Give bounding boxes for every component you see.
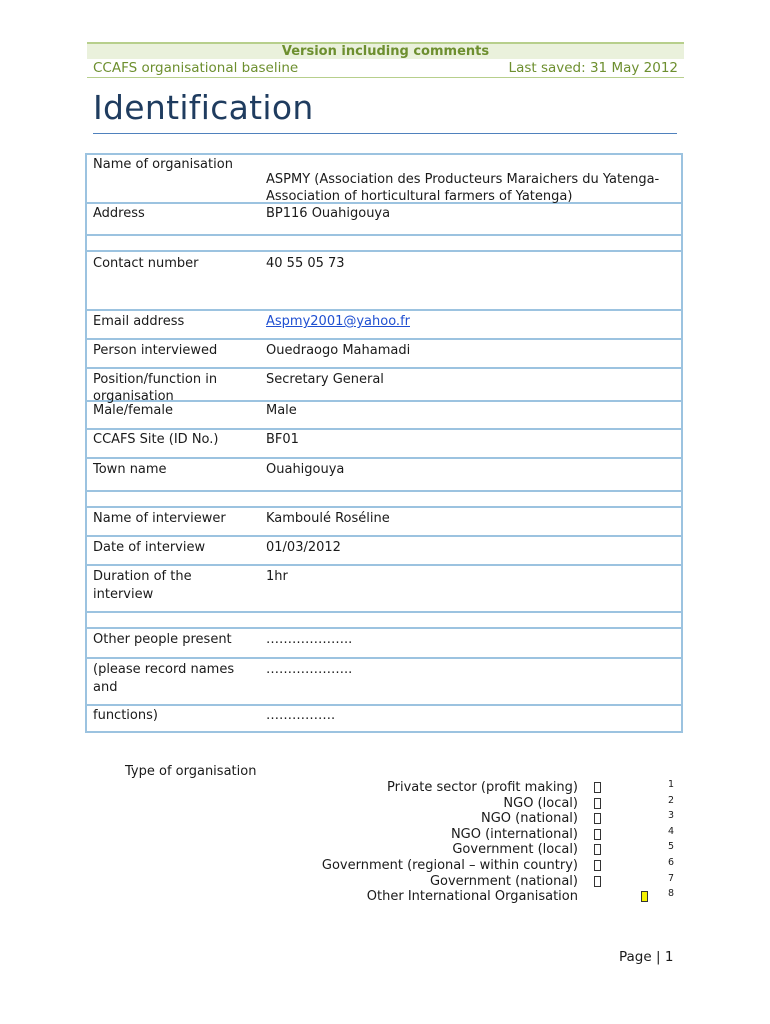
- list-item: [200, 827, 680, 843]
- row-label: Other people present: [93, 632, 232, 647]
- table-row: [87, 537, 681, 566]
- row-value: 1hr: [266, 569, 288, 584]
- header-left-text: CCAFS organisational baseline: [93, 60, 299, 76]
- row-label: functions): [93, 708, 158, 723]
- row-value: ………………..: [266, 632, 353, 647]
- page-title: Identification: [93, 88, 314, 127]
- row-value: 40 55 05 73: [266, 256, 345, 271]
- list-item: [200, 874, 680, 890]
- row-label: Email address: [93, 314, 185, 329]
- org-type-checkbox[interactable]: [594, 782, 601, 793]
- table-row: [87, 340, 681, 369]
- org-type-list: [200, 780, 680, 905]
- row-label: Person interviewed: [93, 343, 218, 358]
- table-row: [87, 252, 681, 311]
- table-row: [87, 508, 681, 537]
- row-value: 01/03/2012: [266, 540, 341, 555]
- org-type-text: Government (national): [429, 873, 578, 889]
- page-header: [87, 42, 684, 78]
- row-label: Town name: [93, 462, 167, 477]
- header-subline: [87, 59, 684, 78]
- table-row: [87, 566, 681, 613]
- identification-table: [85, 153, 683, 733]
- org-type-number: 4: [668, 825, 675, 837]
- row-label: Position/function in organisation: [93, 372, 218, 404]
- table-row: [87, 430, 681, 459]
- list-item: [200, 811, 680, 827]
- org-type-text: NGO (national): [481, 811, 578, 827]
- row-label: Name of interviewer: [93, 511, 226, 526]
- page-number: Page | 1: [619, 949, 674, 965]
- table-row: [87, 311, 681, 340]
- org-type-number: 2: [668, 794, 675, 806]
- org-type-text: Government (regional – within country): [321, 857, 578, 873]
- org-type-text: NGO (local): [503, 795, 578, 811]
- row-label: Male/female: [93, 403, 173, 418]
- row-label: Name of organisation: [93, 157, 233, 172]
- row-label: Contact number: [93, 256, 199, 271]
- header-saved-date: Last saved: 31 May 2012: [508, 60, 678, 76]
- org-type-checkbox[interactable]: [594, 844, 601, 855]
- row-value: BP116 Ouahigouya: [266, 206, 391, 221]
- email-link[interactable]: Aspmy2001@yahoo.fr: [266, 314, 410, 329]
- row-label: (please record names and: [93, 662, 235, 695]
- row-value: Ouahigouya: [266, 462, 345, 477]
- header-banner: Version including comments: [87, 42, 684, 59]
- org-type-checkbox[interactable]: [594, 829, 601, 840]
- org-type-checkbox[interactable]: [594, 860, 601, 871]
- row-label: Duration of the interview: [93, 569, 192, 602]
- table-row: [87, 706, 681, 733]
- table-row: [87, 659, 681, 706]
- org-type-label: Type of organisation: [125, 764, 257, 779]
- list-item: [200, 780, 680, 796]
- org-type-text: Private sector (profit making): [387, 780, 578, 795]
- row-value: ASPMY (Association des Producteurs Maraichers du Yatenga-Association of horticultural farmers of Yatenga): [266, 172, 660, 204]
- table-row: [87, 613, 681, 629]
- row-value: ………………..: [266, 662, 353, 677]
- row-value: Kamboulé Roséline: [266, 511, 390, 526]
- org-type-number: 3: [668, 810, 675, 822]
- table-row: [87, 629, 681, 659]
- row-value: Ouedraogo Mahamadi: [266, 343, 411, 358]
- row-value: Male: [266, 403, 297, 418]
- org-type-checkbox-highlighted[interactable]: [641, 891, 648, 902]
- list-item: [200, 889, 680, 905]
- org-type-text: Other International Organisation: [366, 889, 578, 905]
- table-row: [87, 204, 681, 236]
- org-type-number: 1: [668, 779, 675, 790]
- list-item: [200, 858, 680, 874]
- title-underline: [93, 133, 677, 134]
- table-row: [87, 236, 681, 252]
- org-type-number: 5: [668, 841, 675, 853]
- row-label: Address: [93, 206, 145, 221]
- row-label: Date of interview: [93, 540, 206, 555]
- row-value: …………….: [266, 708, 336, 723]
- org-type-text: Government (local): [452, 842, 578, 858]
- org-type-text: NGO (international): [450, 826, 578, 842]
- org-type-number: 6: [668, 856, 675, 868]
- table-row: [87, 369, 681, 402]
- table-row: [87, 155, 681, 204]
- list-item: [200, 842, 680, 858]
- row-value: Secretary General: [266, 372, 384, 387]
- org-type-number: 7: [668, 872, 675, 884]
- org-type-checkbox[interactable]: [594, 876, 601, 887]
- list-item: [200, 796, 680, 812]
- table-row: [87, 459, 681, 492]
- org-type-number: 8: [668, 888, 675, 900]
- row-value: BF01: [266, 432, 299, 447]
- row-label: CCAFS Site (ID No.): [93, 432, 219, 447]
- org-type-checkbox[interactable]: [594, 813, 601, 824]
- org-type-checkbox[interactable]: [594, 798, 601, 809]
- table-row: [87, 492, 681, 508]
- table-row: [87, 402, 681, 430]
